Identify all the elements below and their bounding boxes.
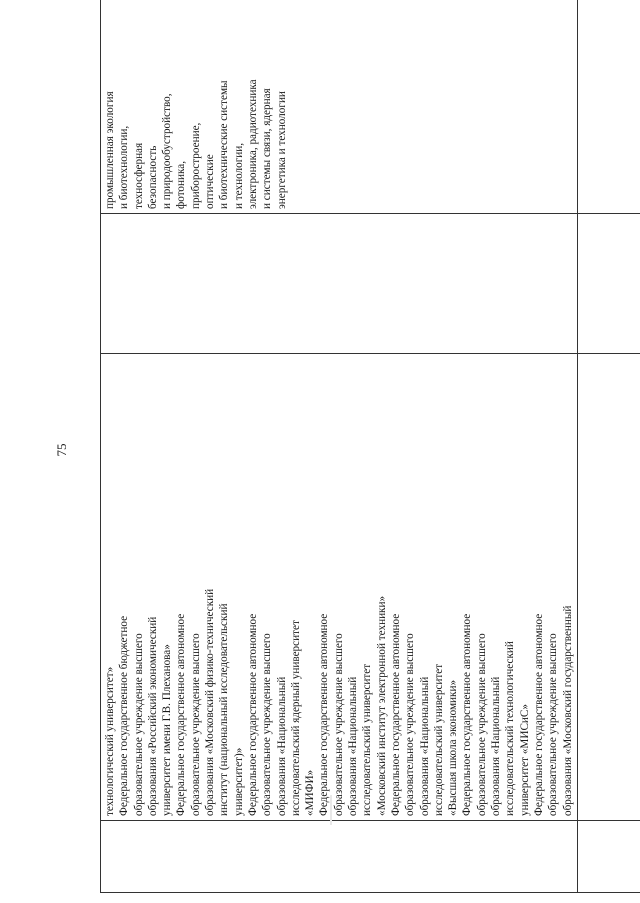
page-number: 75 (54, 443, 69, 457)
organization-line: Федеральное государственное автономное (175, 613, 188, 816)
specialty-line: безопасность (146, 145, 159, 209)
organization-line: образования «Московский государственный (561, 605, 574, 816)
number-cell (101, 821, 578, 893)
organization-line: «МИФИ» (304, 769, 317, 816)
specialty-line: электроника, радиотехника (246, 79, 259, 209)
organization-line: образования «Московский физико-технический (204, 588, 217, 816)
table-row (101, 0, 578, 893)
organization-line: университет)» (232, 747, 245, 816)
specialty-line: и системы связи, ядерная (261, 88, 274, 209)
organization-line: институт (национальный исследовательский (218, 603, 231, 816)
organization-line: Федеральное государственное автономное (318, 613, 331, 816)
table-row (577, 0, 640, 893)
specialty-line: энергетика и технологии (275, 91, 288, 209)
organization-line: образовательное учреждение высшего (189, 633, 202, 816)
organization-line: образования «Национальный (418, 676, 431, 816)
specialty-line: и технологии, (232, 142, 245, 209)
organization-line: образовательное учреждение высшего (475, 633, 488, 816)
specialty-line: техносферная (132, 142, 145, 209)
specialty-line: и биотехнологии, (118, 125, 131, 209)
organization-line: университет «МИСиС» (518, 704, 531, 816)
number-cell (577, 821, 640, 893)
organization-cell (577, 354, 640, 821)
organization-line: Федеральное государственное бюджетное (118, 615, 131, 816)
organization-line: образовательное учреждение высшего (261, 633, 274, 816)
organization-line: «Московский институт электронной техники» (375, 595, 388, 816)
organization-line: образования «Национальный (347, 676, 360, 816)
organization-line: образовательное учреждение высшего (332, 633, 345, 816)
organization-line: Федеральное государственное автономное (532, 613, 545, 816)
organizations-table (100, 0, 640, 893)
specialty-line: и природообустройство, (161, 93, 174, 209)
specialty-line: оптические (204, 154, 217, 209)
organization-line: образования «Национальный (490, 676, 503, 816)
specialty-cell (577, 0, 640, 214)
organization-line: «Высшая школа экономики» (447, 679, 460, 816)
organization-line: технологический университет» (104, 666, 116, 816)
specialty-line: приборостроение, (189, 122, 202, 209)
scan-mark (330, 795, 332, 825)
organization-line: образовательное учреждение высшего (547, 633, 560, 816)
organization-line: образовательное учреждение высшего (132, 633, 145, 816)
specialty-cell (101, 0, 578, 214)
organization-line: Федеральное государственное автономное (246, 613, 259, 816)
organization-line: исследовательский ядерный университет (289, 620, 302, 816)
organization-line: образования «Национальный (275, 676, 288, 816)
specialty-line: фотоника, (175, 160, 188, 209)
organization-line: исследовательский технологический (504, 641, 517, 816)
empty-cell (577, 214, 640, 354)
organization-line: Федеральное государственное автономное (461, 613, 474, 816)
specialty-line: промышленная экология (104, 91, 116, 209)
organization-line: университет имени Г.В. Плеханова» (161, 644, 174, 816)
organization-cell (101, 354, 578, 821)
empty-cell (101, 214, 578, 354)
organization-line: исследовательский университет (361, 663, 374, 816)
organization-line: образовательное учреждение высшего (404, 633, 417, 816)
organization-line: образования «Российский экономический (146, 616, 159, 816)
organization-line: Федеральное государственное автономное (389, 613, 402, 816)
rotated-table-container (100, 13, 607, 893)
specialty-line: и биотехнические системы (218, 80, 231, 209)
organization-line: исследовательский университет (432, 663, 445, 816)
